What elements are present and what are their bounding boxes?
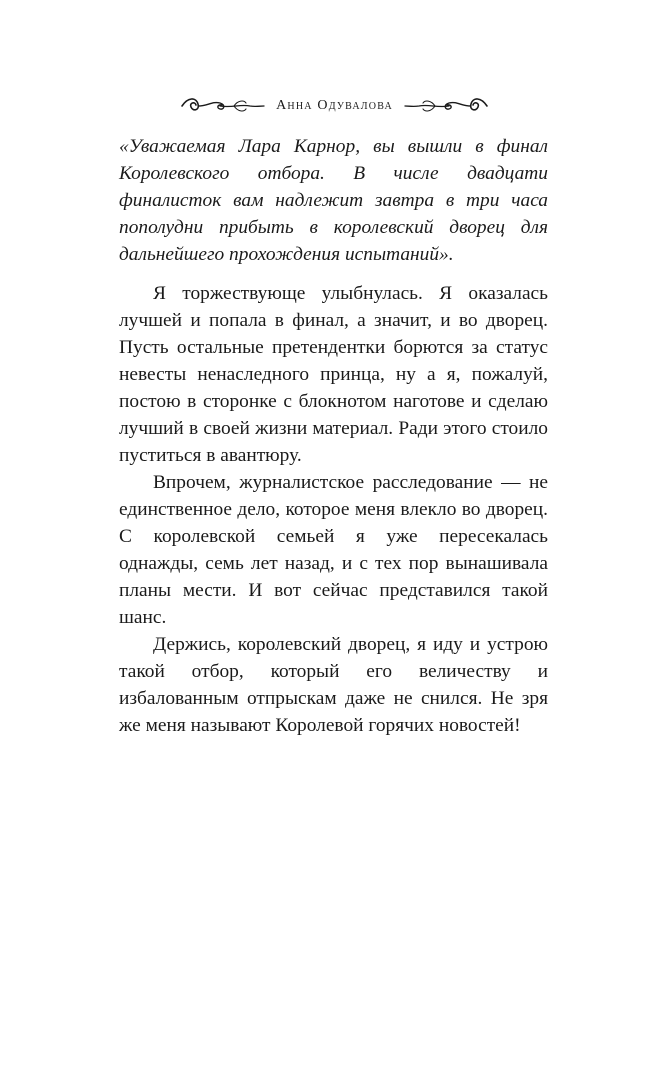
paragraph: Впрочем, журналистское расследование — не единственное дело, которое меня влекло во дворец. С королевской семьей я уже пересекалась однажды, семь лет назад, и с тех пор вынашивала планы мести. И вот сейчас представился такой шанс. [119,472,548,628]
body-text [119,280,548,739]
letter-quote [119,133,548,268]
paragraph: Держись, королевский дворец, я иду и устрою такой отбор, который его величеству и избалованным отпрыскам даже не снился. Не зря же меня называют Королевой горячих новостей! [119,634,548,736]
letter-text: «Уважаемая Лара Карнор, вы вышли в финал Королевского отбора. В числе двадцати финалисток вам надлежит завтра в три часа пополудни прибыть в королевский дворец для дальнейшего прохождения испытаний». [119,136,548,265]
flourish-ornament-icon [403,95,489,117]
running-head [0,92,669,120]
author-name: Анна Одувалова [276,98,393,113]
flourish-ornament-icon [180,95,266,117]
paragraph: Я торжествующе улыбнулась. Я оказалась лучшей и попала в финал, а значит, и во дворец. Пусть остальные претендентки борются за статус невесты ненаследного принца, ну а я, пожалуй, постою в сторонке с блокнотом наготове и сделаю лучший в своей жизни материал. Ради этого стоило пуститься в авантюру. [119,283,548,466]
